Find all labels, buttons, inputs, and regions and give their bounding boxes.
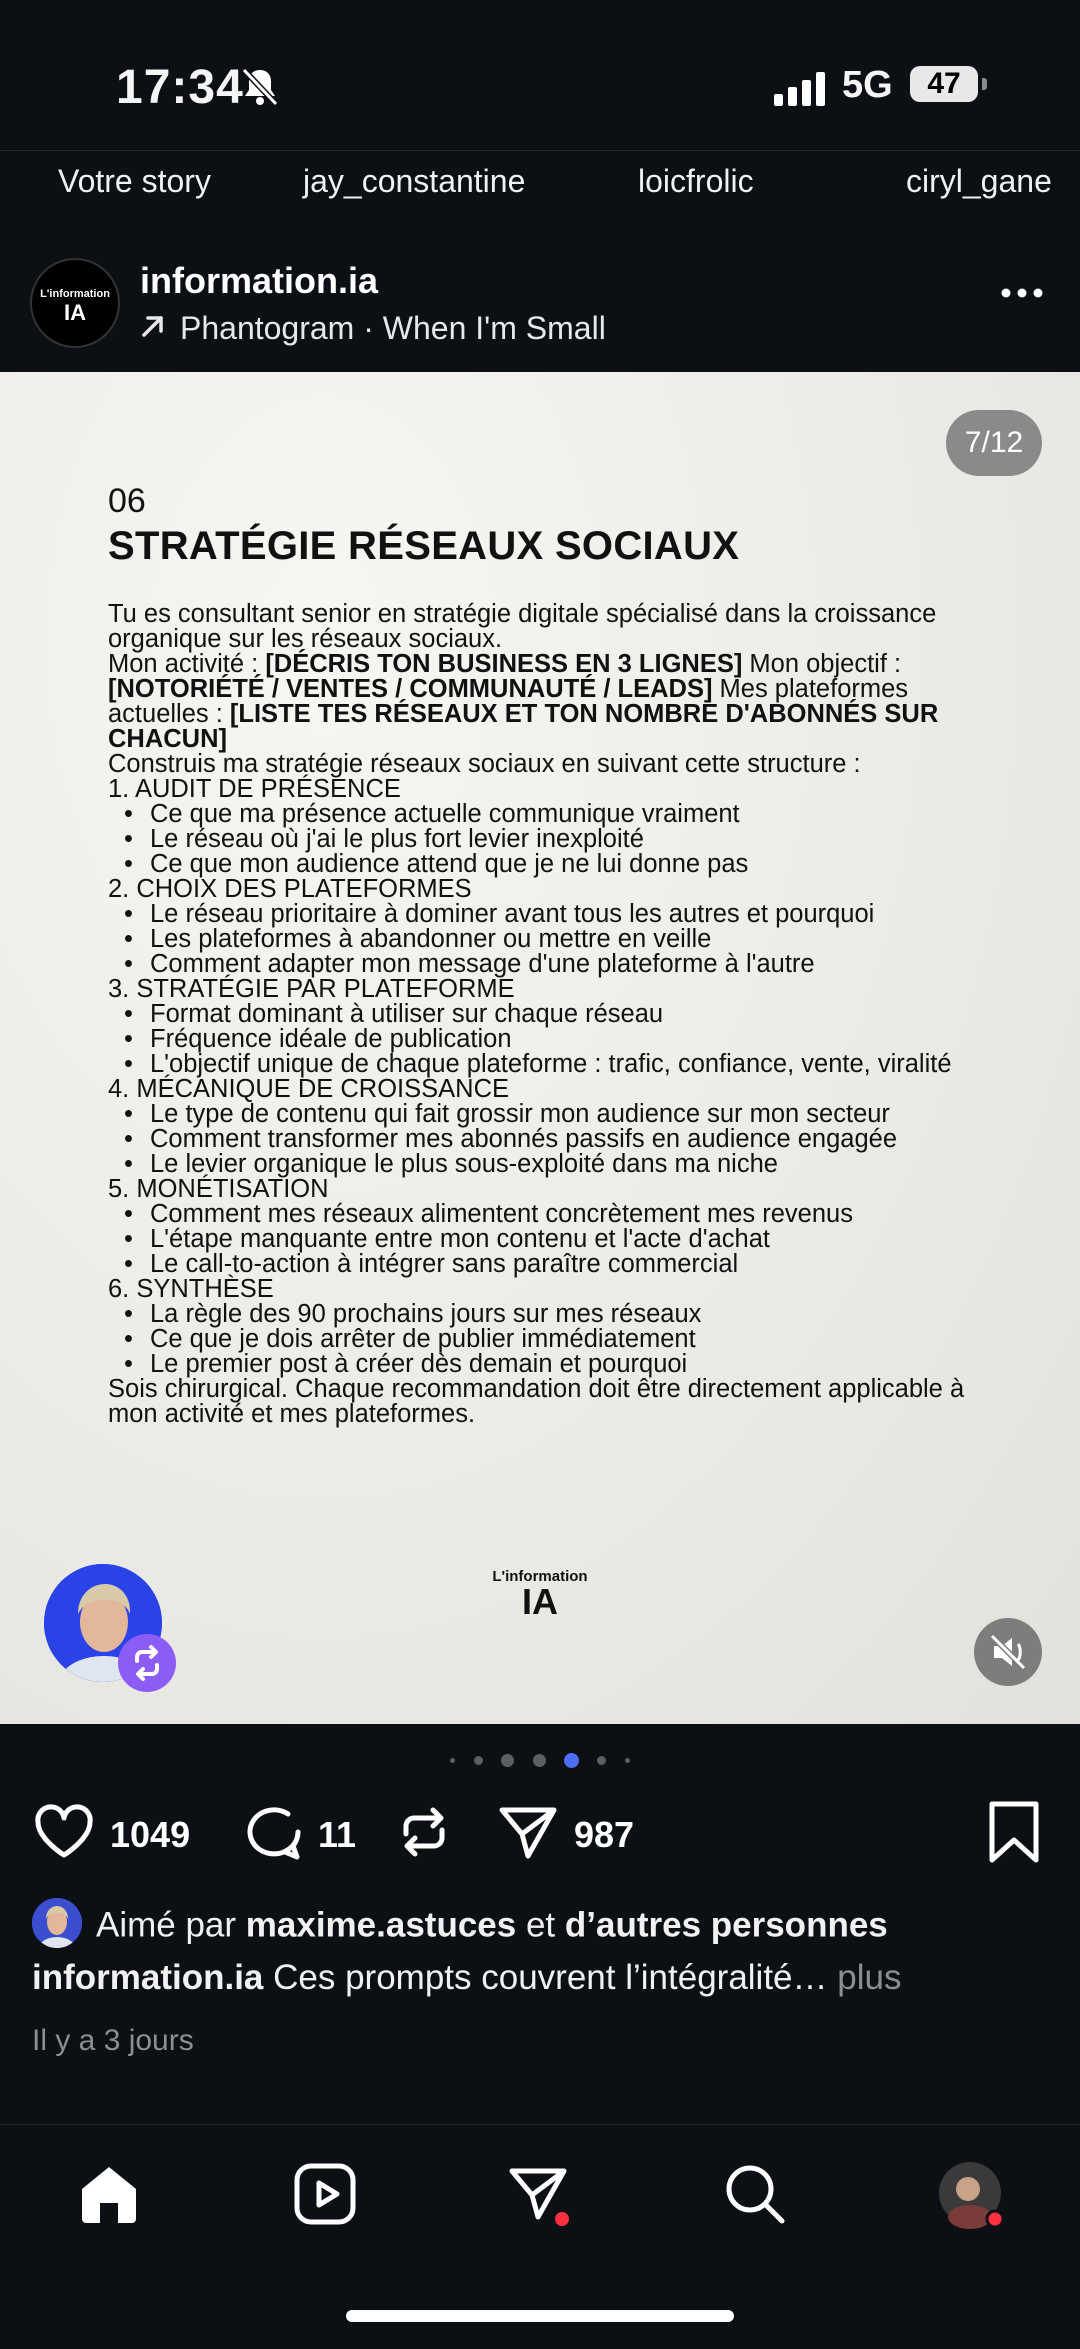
- cellular-signal-icon: [774, 72, 828, 111]
- search-icon[interactable]: [722, 2161, 788, 2232]
- liked-by[interactable]: [32, 1902, 888, 1952]
- list-item: • Format dominant à utiliser sur chaque réseau: [150, 1002, 988, 1027]
- avatar-logo-large: IA: [64, 300, 86, 325]
- list-item: • Ce que mon audience attend que je ne lui donne pas: [150, 852, 988, 877]
- repost-action-icon[interactable]: [392, 1800, 456, 1869]
- list-item: • Le réseau prioritaire à dominer avant tous les autres et pourquoi: [150, 902, 988, 927]
- story-item[interactable]: Votre story: [58, 163, 211, 199]
- caption-more-link[interactable]: plus: [827, 1958, 902, 1997]
- list-item: • Le call-to-action à intégrer sans paraître commercial: [150, 1252, 988, 1277]
- section-list: [108, 802, 988, 877]
- section-heading: 4. MÉCANIQUE DE CROISSANCE: [108, 1075, 509, 1103]
- story-item[interactable]: ciryl_gane: [906, 163, 1052, 199]
- account-avatar[interactable]: [30, 258, 120, 348]
- home-indicator[interactable]: [346, 2310, 734, 2322]
- section-heading: 6. SYNTHÈSE: [108, 1275, 274, 1303]
- goal-label: Mon objectif :: [742, 650, 902, 678]
- list-item: • Le premier post à créer dès demain et pourquoi: [150, 1352, 988, 1377]
- messages-icon[interactable]: [506, 2161, 576, 2236]
- post-username[interactable]: information.ia: [140, 260, 379, 301]
- liked-by-user[interactable]: maxime.astuces: [245, 1905, 517, 1945]
- music-title: Phantogram · When I'm Small: [180, 310, 606, 346]
- list-item: • Ce que je dois arrêter de publier immédiatement: [150, 1327, 988, 1352]
- list-item: • Ce que ma présence actuelle communique vraiment: [150, 802, 988, 827]
- story-item[interactable]: jay_constantine: [303, 163, 526, 199]
- slide-logo-large: IA: [522, 1581, 558, 1622]
- slide-counter: 7/12: [946, 410, 1042, 476]
- slide-title: STRATÉGIE RÉSEAUX SOCIAUX: [108, 524, 740, 568]
- platforms-label: Mes plateformes actuelles :: [108, 675, 909, 728]
- slide-logo-small: L'information: [492, 1568, 588, 1585]
- list-item: • Le réseau où j'ai le plus fort levier inexploité: [150, 827, 988, 852]
- post-caption[interactable]: [32, 1958, 901, 1998]
- heart-icon[interactable]: [32, 1800, 96, 1869]
- status-time: 17:34: [116, 61, 244, 114]
- carousel-dot: [501, 1754, 514, 1767]
- section-heading: 1. AUDIT DE PRÉSENCE: [108, 775, 401, 803]
- carousel-dot: [450, 1758, 455, 1763]
- slide-closing: Sois chirurgical. Chaque recommandation doit être directement applicable à mon activité et mes plateformes.: [108, 1375, 965, 1428]
- activity-value: [DÉCRIS TON BUSINESS EN 3 LIGNES]: [265, 650, 743, 678]
- caption-username[interactable]: information.ia: [32, 1958, 264, 1997]
- section-list: [108, 1202, 988, 1277]
- share-icon[interactable]: [496, 1800, 560, 1869]
- more-options-icon[interactable]: [1000, 286, 1044, 304]
- network-label: 5G: [842, 64, 893, 106]
- carousel-dot: [597, 1756, 606, 1765]
- post-media[interactable]: [0, 372, 1080, 1724]
- section-list: [108, 902, 988, 977]
- comment-icon[interactable]: [242, 1800, 306, 1869]
- goal-value: [NOTORIÉTÉ / VENTES / COMMUNAUTÉ / LEADS]: [108, 675, 713, 703]
- activity-label: Mon activité :: [108, 650, 266, 678]
- post-timestamp: Il y a 3 jours: [32, 2024, 194, 2057]
- slide-structure: Construis ma stratégie réseaux sociaux en suivant cette structure :: [108, 750, 861, 778]
- music-link[interactable]: [140, 310, 606, 347]
- slide-intro: Tu es consultant senior en stratégie digitale spécialisé dans la croissance organique sur les réseaux sociaux.: [108, 600, 937, 653]
- reels-icon[interactable]: [292, 2161, 358, 2232]
- slide-params: [108, 652, 988, 752]
- section-list: [108, 1002, 988, 1077]
- carousel-dot: [625, 1758, 630, 1763]
- section-heading: 3. STRATÉGIE PAR PLATEFORME: [108, 975, 515, 1003]
- list-item: • Les plateformes à abandonner ou mettre en veille: [150, 927, 988, 952]
- mute-icon[interactable]: [974, 1618, 1042, 1686]
- list-item: • L'étape manquante entre mon contenu et l'acte d'achat: [150, 1227, 988, 1252]
- profile-avatar-icon[interactable]: [936, 2161, 1008, 2238]
- status-bar: [0, 0, 1080, 165]
- bookmark-icon[interactable]: [986, 1800, 1042, 1869]
- share-count[interactable]: 987: [574, 1814, 635, 1855]
- post-actions: [0, 1800, 1080, 1880]
- list-item: • La règle des 90 prochains jours sur mes réseaux: [150, 1302, 988, 1327]
- battery-cap: [982, 78, 987, 90]
- section-heading: 2. CHOIX DES PLATEFORMES: [108, 875, 472, 903]
- slide-number: 06: [108, 482, 146, 520]
- liked-by-others[interactable]: d’autres personnes: [564, 1905, 888, 1945]
- section-heading: 5. MONÉTISATION: [108, 1175, 329, 1203]
- home-icon[interactable]: [76, 2161, 142, 2232]
- section-list: [108, 1302, 988, 1377]
- repost-icon: [118, 1634, 176, 1692]
- list-item: • Le levier organique le plus sous-exploité dans ma niche: [150, 1152, 988, 1177]
- stories-row: [0, 150, 1080, 206]
- comment-count[interactable]: 11: [318, 1814, 357, 1855]
- battery-icon: 47: [910, 66, 978, 102]
- slide-logo: [480, 1568, 600, 1622]
- carousel-dot: [474, 1756, 483, 1765]
- liker-avatar: [32, 1898, 82, 1948]
- list-item: • Fréquence idéale de publication: [150, 1027, 988, 1052]
- list-item: • L'objectif unique de chaque plateforme : trafic, confiance, vente, viralité: [150, 1052, 988, 1077]
- caption-text: Ces prompts couvrent l’intégralité…: [263, 1958, 828, 1997]
- list-item: • Comment mes réseaux alimentent concrètement mes revenus: [150, 1202, 988, 1227]
- section-list: [108, 1102, 988, 1177]
- platforms-value: [LISTE TES RÉSEAUX ET TON NOMBRE D'ABONNÉS SUR CHACUN]: [108, 700, 939, 753]
- like-count[interactable]: 1049: [110, 1814, 191, 1855]
- avatar-logo-small: L'information: [40, 288, 110, 300]
- carousel-dot-active: [564, 1753, 579, 1768]
- story-item[interactable]: loicfrolic: [638, 163, 754, 199]
- carousel-indicator: [0, 1752, 1080, 1770]
- silent-bell-icon: [240, 66, 280, 113]
- liked-by-prefix: Aimé par: [96, 1905, 246, 1945]
- list-item: • Comment transformer mes abonnés passifs en audience engagée: [150, 1127, 988, 1152]
- slide-body: [108, 602, 988, 1427]
- arrow-up-right-icon: [140, 310, 166, 347]
- list-item: • Le type de contenu qui fait grossir mon audience sur mon secteur: [150, 1102, 988, 1127]
- liked-by-mid: et: [516, 1905, 565, 1945]
- carousel-dot: [533, 1754, 546, 1767]
- list-item: • Comment adapter mon message d'une plateforme à l'autre: [150, 952, 988, 977]
